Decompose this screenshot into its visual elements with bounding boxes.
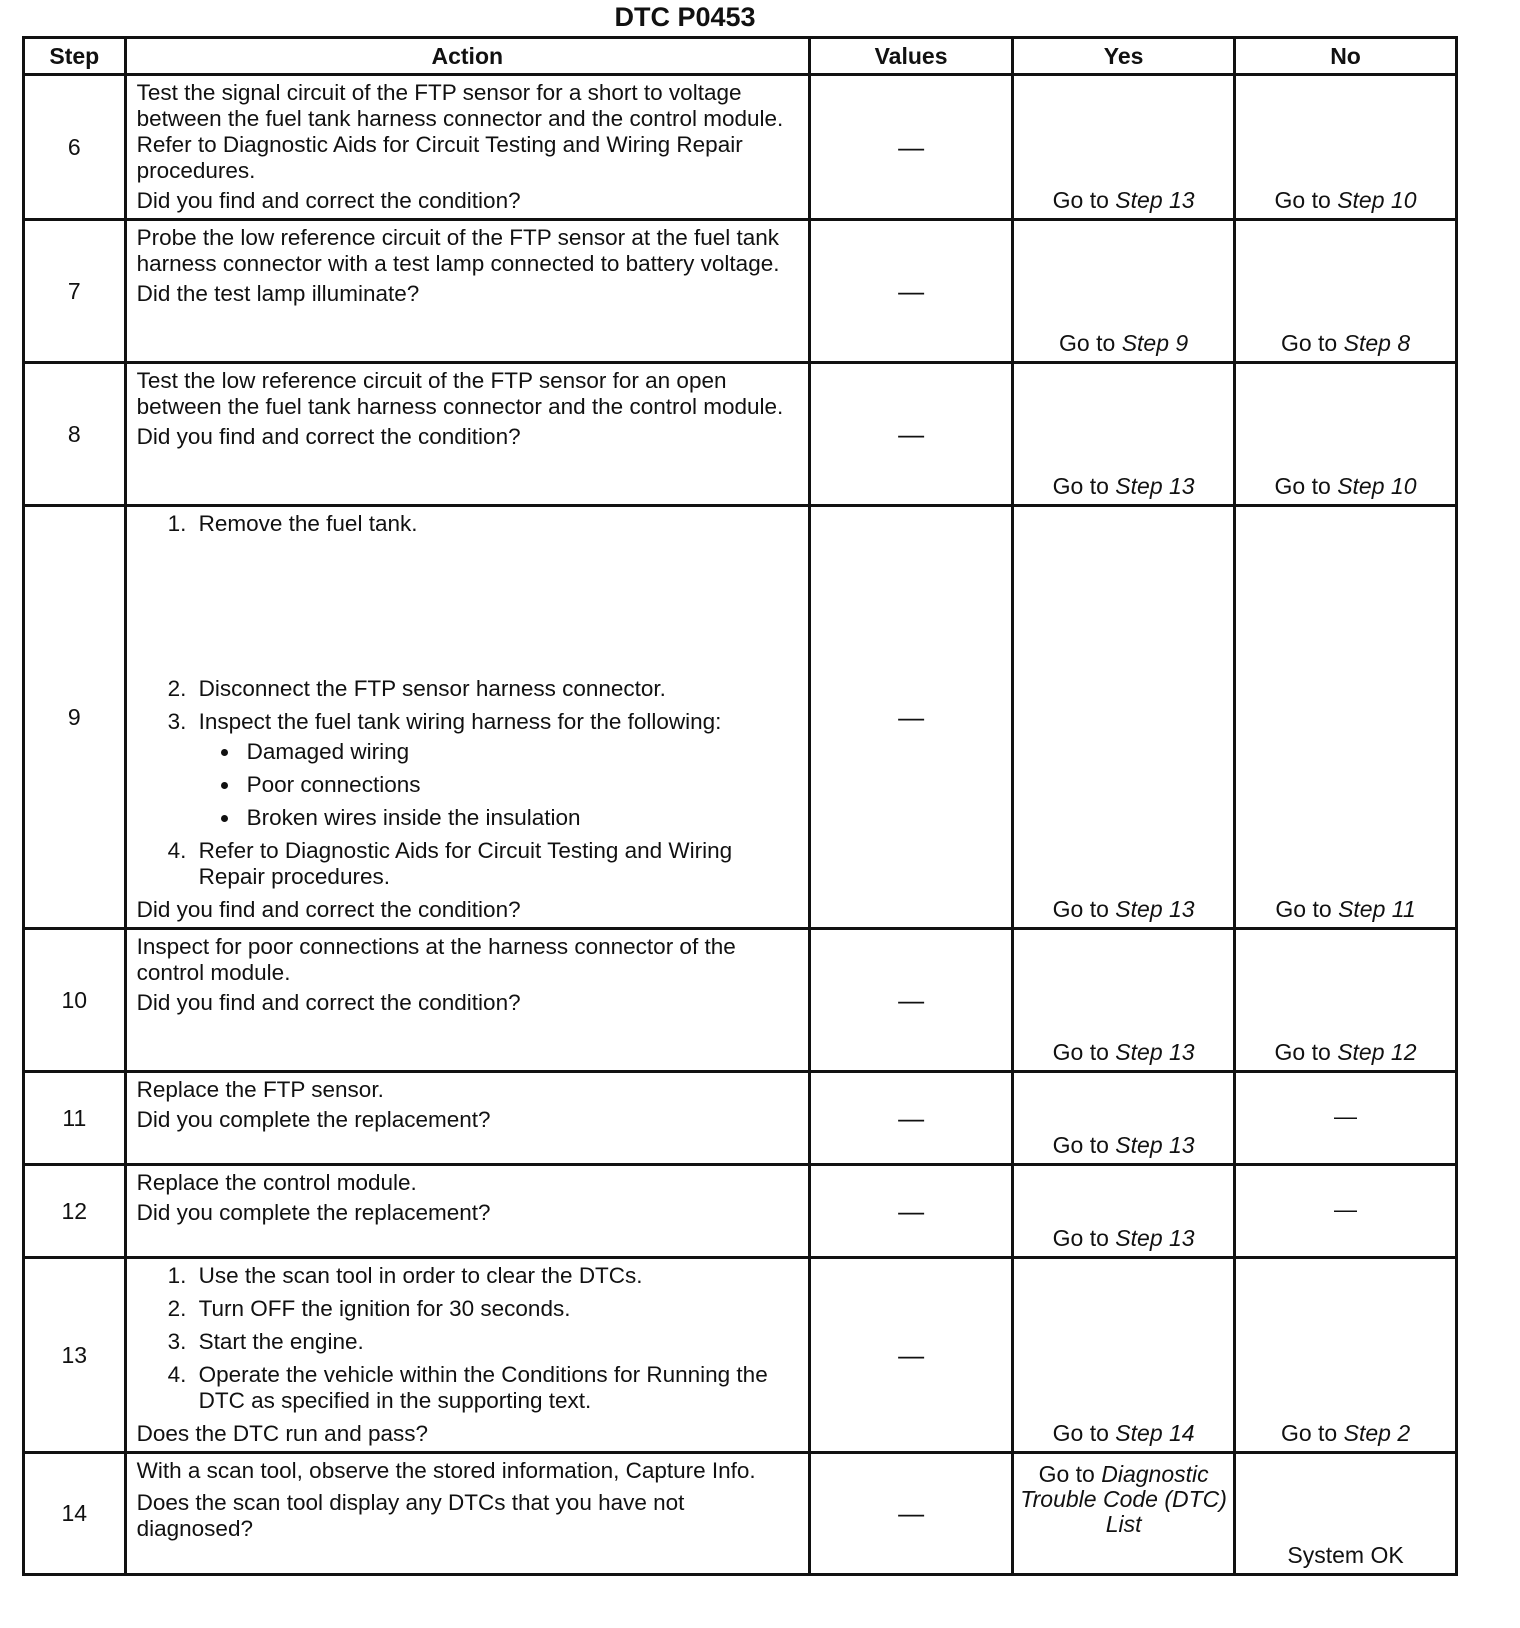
action-list (137, 676, 802, 890)
header-values: Values (809, 38, 1012, 75)
yes-target: Step 13 (1115, 1225, 1195, 1251)
header-row (24, 38, 1457, 75)
yes-cell (1013, 75, 1235, 220)
action-question: Does the scan tool display any DTCs that you have not diagnosed? (136, 1490, 685, 1541)
action-text: Test the signal circuit of the FTP sensor for a short to voltage between the fuel tank harness connector and the control module. Refer to Diagnostic Aids for Circuit Testing and Wiring Repair procedures. (136, 80, 784, 183)
action-text: Test the low reference circuit of the FTP sensor for an open between the fuel tank harness connector and the control module. (136, 368, 784, 419)
no-target: Step 11 (1338, 896, 1416, 922)
action-question: Did you find and correct the condition? (136, 424, 521, 449)
action-cell (125, 75, 809, 220)
goto-label: Go to (1038, 1461, 1095, 1487)
step-number: 9 (24, 506, 126, 929)
goto-label: Go to (1052, 187, 1109, 213)
goto-label: Go to (1275, 896, 1332, 922)
action-cell (125, 1258, 809, 1453)
yes-target: Step 13 (1115, 1132, 1195, 1158)
action-question: Does the DTC run and pass? (136, 1421, 429, 1446)
action-list (137, 1263, 802, 1414)
action-text: Inspect for poor connections at the harness connector of the control module. (136, 934, 736, 985)
step-number: 6 (24, 75, 126, 220)
bullet-item: • Damaged wiring (241, 739, 802, 765)
step-number: 14 (24, 1453, 126, 1575)
action-list (137, 511, 802, 537)
table-row (24, 1453, 1457, 1575)
action-cell (125, 506, 809, 929)
action-text: Replace the control module. (136, 1170, 417, 1195)
header-no: No (1235, 38, 1457, 75)
yes-cell (1013, 1072, 1235, 1165)
no-cell (1235, 1258, 1457, 1453)
values-cell: — (809, 1165, 1012, 1258)
step-number: 12 (24, 1165, 126, 1258)
values-cell: — (809, 1072, 1012, 1165)
yes-cell (1013, 1258, 1235, 1453)
values-cell: — (809, 220, 1012, 363)
yes-target: Step 13 (1115, 187, 1195, 213)
no-target: Step 10 (1337, 187, 1417, 213)
action-cell (125, 220, 809, 363)
values-cell: — (809, 506, 1012, 929)
yes-target: Step 9 (1121, 330, 1189, 356)
no-cell (1235, 220, 1457, 363)
action-text: With a scan tool, observe the stored information, Capture Info. (136, 1458, 756, 1483)
goto-label: Go to (1052, 473, 1109, 499)
yes-cell (1013, 363, 1235, 506)
list-item: 4. Refer to Diagnostic Aids for Circuit Testing and Wiring Repair procedures. (193, 838, 802, 890)
goto-label: Go to (1052, 1225, 1109, 1251)
no-target: Step 10 (1337, 473, 1417, 499)
list-item: 1. Remove the fuel tank. (193, 511, 802, 537)
action-cell (125, 929, 809, 1072)
action-question: Did you find and correct the condition? (136, 990, 521, 1015)
list-item: 3. Start the engine. (193, 1329, 802, 1355)
action-text: Probe the low reference circuit of the FTP sensor at the fuel tank harness connector with a test lamp connected to battery voltage. (136, 225, 780, 276)
no-cell (1235, 75, 1457, 220)
table-row (24, 929, 1457, 1072)
no-cell: — (1235, 1072, 1457, 1165)
goto-label: Go to (1274, 473, 1331, 499)
list-item-text: Inspect the fuel tank wiring harness for the following: (198, 709, 722, 734)
action-question: Did you complete the replacement? (136, 1200, 491, 1225)
yes-target: Step 13 (1115, 1039, 1195, 1065)
no-cell: System OK (1235, 1453, 1457, 1575)
yes-cell (1013, 220, 1235, 363)
page-title: DTC P0453 (614, 2, 756, 32)
list-item: 2. Turn OFF the ignition for 30 seconds. (193, 1296, 802, 1322)
goto-label: Go to (1059, 330, 1116, 356)
table-row (24, 506, 1457, 929)
list-item: 2. Disconnect the FTP sensor harness connector. (193, 676, 802, 702)
table-row (24, 1258, 1457, 1453)
step-number: 13 (24, 1258, 126, 1453)
goto-label: Go to (1280, 1420, 1338, 1446)
goto-label: Go to (1052, 1039, 1109, 1065)
list-item (193, 709, 802, 831)
values-cell: — (809, 1258, 1012, 1453)
action-question: Did you find and correct the condition? (136, 897, 521, 922)
goto-label: Go to (1052, 896, 1109, 922)
action-cell (125, 363, 809, 506)
action-question: Did you find and correct the condition? (136, 188, 521, 213)
goto-label: Go to (1280, 330, 1338, 356)
no-cell (1235, 929, 1457, 1072)
yes-cell (1013, 506, 1235, 929)
table-row (24, 220, 1457, 363)
yes-target: Step 13 (1115, 473, 1195, 499)
diagnostic-table (22, 36, 1458, 1576)
goto-label: Go to (1274, 1039, 1331, 1065)
action-cell (125, 1072, 809, 1165)
goto-label: Go to (1052, 1420, 1109, 1446)
step-number: 10 (24, 929, 126, 1072)
list-item: 1. Use the scan tool in order to clear the DTCs. (193, 1263, 802, 1289)
yes-target: Step 13 (1115, 896, 1195, 922)
values-cell: — (809, 1453, 1012, 1575)
table-row (24, 1072, 1457, 1165)
step-number: 7 (24, 220, 126, 363)
list-item: 4. Operate the vehicle within the Conditions for Running the DTC as specified in the supporting text. (193, 1362, 802, 1414)
table-row (24, 363, 1457, 506)
action-text: Replace the FTP sensor. (136, 1077, 384, 1102)
header-yes: Yes (1013, 38, 1235, 75)
values-cell: — (809, 75, 1012, 220)
yes-target: Step 14 (1115, 1420, 1195, 1446)
step-number: 11 (24, 1072, 126, 1165)
no-cell: — (1235, 1165, 1457, 1258)
yes-cell (1013, 1165, 1235, 1258)
values-cell: — (809, 929, 1012, 1072)
table-row (24, 1165, 1457, 1258)
step-number: 8 (24, 363, 126, 506)
no-cell (1235, 363, 1457, 506)
no-target: Step 12 (1337, 1039, 1417, 1065)
action-question: Did the test lamp illuminate? (136, 281, 420, 306)
table-row (24, 75, 1457, 220)
bullet-item: • Poor connections (241, 772, 802, 798)
action-cell (125, 1453, 809, 1575)
action-cell (125, 1165, 809, 1258)
values-cell: — (809, 363, 1012, 506)
goto-label: Go to (1052, 1132, 1109, 1158)
no-target: Step 8 (1343, 330, 1411, 356)
no-target: Step 2 (1343, 1420, 1411, 1446)
yes-cell (1013, 929, 1235, 1072)
bullet-item: • Broken wires inside the insulation (241, 805, 802, 831)
header-step: Step (24, 38, 126, 75)
action-question: Did you complete the replacement? (136, 1107, 491, 1132)
header-action: Action (125, 38, 809, 75)
goto-label: Go to (1274, 187, 1331, 213)
yes-target: Diagnostic Trouble Code (DTC) List (1020, 1461, 1227, 1537)
no-cell (1235, 506, 1457, 929)
yes-cell (1013, 1453, 1235, 1575)
bullet-list (199, 739, 802, 831)
